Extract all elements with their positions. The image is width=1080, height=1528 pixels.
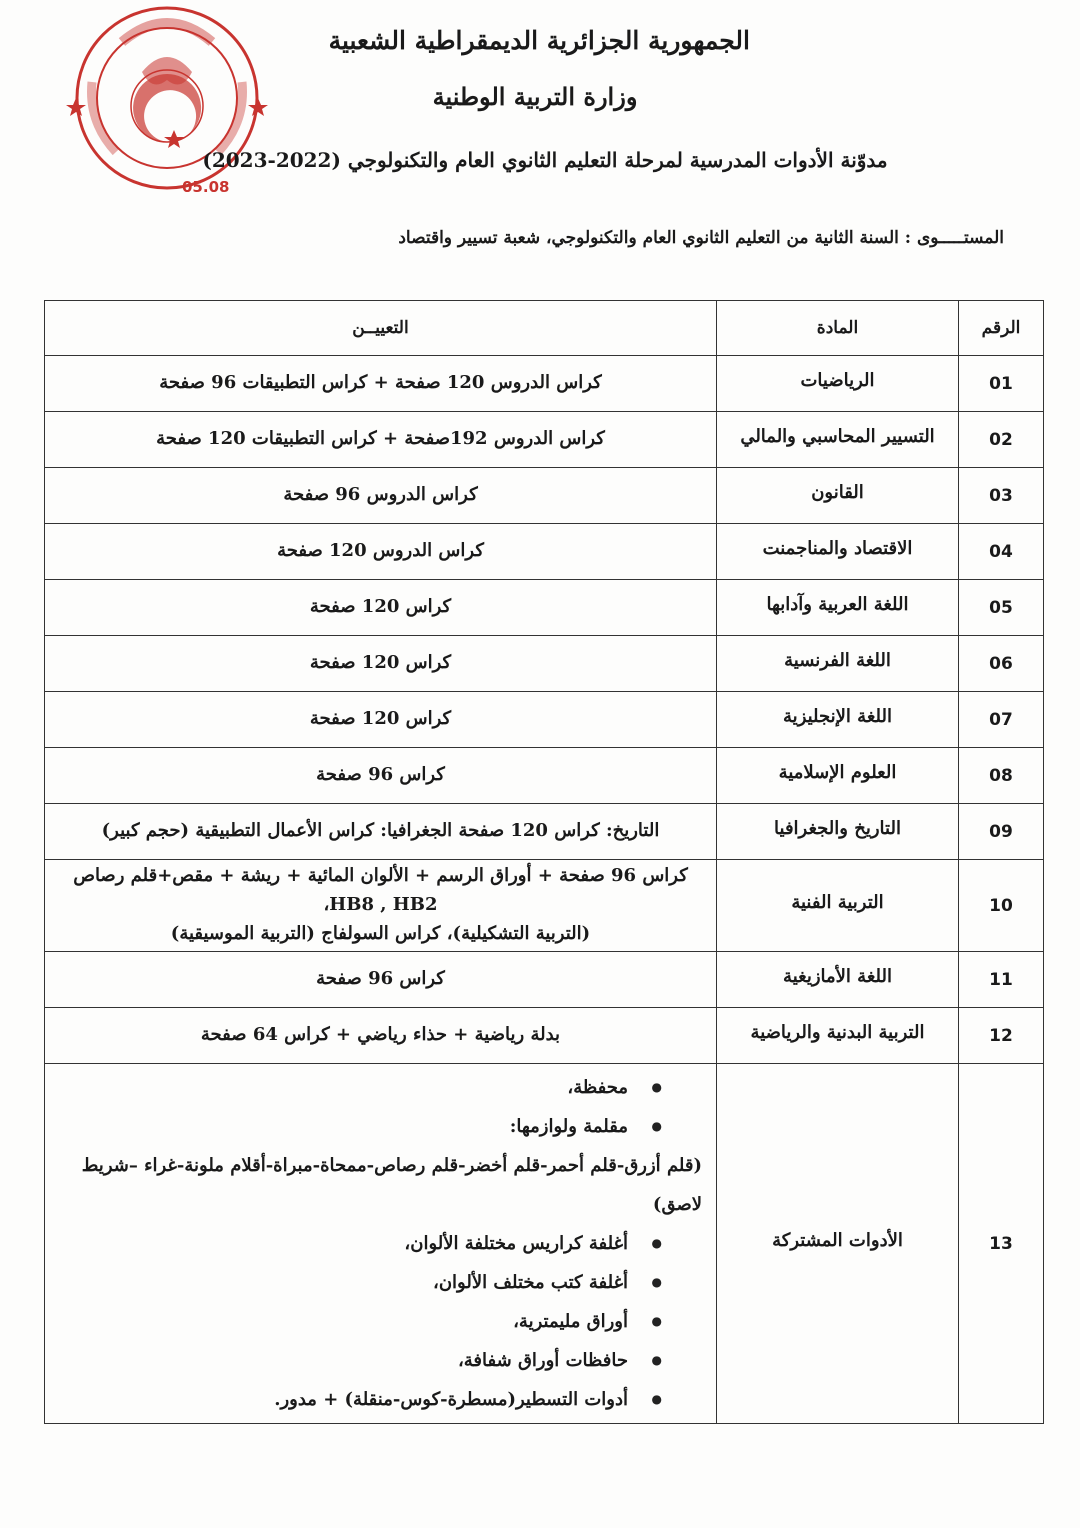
- row-designation: كراس الدروس 192صفحة + كراس التطبيقات 120 صفحة: [45, 412, 717, 468]
- row-designation: كراس 120 صفحة: [45, 692, 717, 748]
- row-num: 04: [959, 524, 1044, 580]
- row-designation-line2: (التربية التشكيلية)، كراس السولفاج (التربية الموسيقية): [170, 922, 591, 944]
- header-num: الرقم: [959, 301, 1044, 356]
- table-row-common-tools: [45, 1064, 1044, 1424]
- row-subject: التربية الفنية: [717, 860, 959, 952]
- row-subject: الرياضيات: [717, 356, 959, 412]
- list-item: ● أدوات التسطير(مسطرة-كوس-منقلة) + مدور.: [55, 1380, 706, 1419]
- row-num: 11: [959, 952, 1044, 1008]
- row-subject: اللغة الفرنسية: [717, 636, 959, 692]
- row-designation: كراس 120 صفحة: [45, 636, 717, 692]
- ministry-heading: وزارة التربية الوطنية: [432, 82, 638, 111]
- table-row: [45, 692, 1044, 748]
- row-subject: الأدوات المشتركة: [717, 1064, 959, 1424]
- common-tools-list: [55, 1068, 706, 1419]
- row-num: 02: [959, 412, 1044, 468]
- row-designation: كراس 96 صفحة: [45, 952, 717, 1008]
- supplies-table-wrapper: [44, 300, 1044, 1424]
- table-row: [45, 804, 1044, 860]
- table-row: [45, 952, 1044, 1008]
- row-subject: الاقتصاد والمناجمنت: [717, 524, 959, 580]
- row-designation: كراس الدروس 120 صفحة: [45, 524, 717, 580]
- row-designation: كراس الدروس 96 صفحة: [45, 468, 717, 524]
- row-designation: كراس الدروس 120 صفحة + كراس التطبيقات 96 صفحة: [45, 356, 717, 412]
- row-designation: بدلة رياضية + حذاء رياضي + كراس 64 صفحة: [45, 1008, 717, 1064]
- row-num: 07: [959, 692, 1044, 748]
- list-item: ● أغلفة كتب مختلف الألوان،: [55, 1263, 706, 1302]
- table-row: [45, 1008, 1044, 1064]
- list-item: ● حافظات أوراق شفافة،: [55, 1341, 706, 1380]
- row-num: 08: [959, 748, 1044, 804]
- header-subject: المادة: [717, 301, 959, 356]
- row-designation: التاريخ: كراس 120 صفحة الجغرافيا: كراس الأعمال التطبيقية (حجم كبير): [45, 804, 717, 860]
- header-designation: التعييــن: [45, 301, 717, 356]
- row-num: 12: [959, 1008, 1044, 1064]
- table-row: [45, 860, 1044, 952]
- supplies-table: [44, 300, 1044, 1424]
- row-designation: كراس 96 صفحة: [45, 748, 717, 804]
- level-line: المستـــــوى : السنة الثانية من التعليم الثانوي العام والتكنولوجي، شعبة تسيير واقتصاد: [398, 228, 1004, 248]
- table-row: [45, 636, 1044, 692]
- row-subject: التاريخ والجغرافيا: [717, 804, 959, 860]
- table-header-row: [45, 301, 1044, 356]
- list-item: ● محفظة،: [55, 1068, 706, 1107]
- row-num: 06: [959, 636, 1044, 692]
- common-tools-cell: [45, 1064, 717, 1424]
- row-designation: [45, 860, 717, 952]
- document-title: مدوّنة الأدوات المدرسية لمرحلة التعليم الثانوي العام والتكنولوجي (2022-2023): [202, 148, 888, 172]
- row-subject: اللغة العربية وآدابها: [717, 580, 959, 636]
- list-item-note: (قلم أزرق-قلم أحمر-قلم أخضر-قلم رصاص-ممحاة-مبراة-أقلام ملونة-غراء –شريط لاصق): [81, 1155, 702, 1215]
- row-num: 13: [959, 1064, 1044, 1424]
- list-item: ● مقلمة ولوازمها:: [55, 1107, 706, 1146]
- row-subject: العلوم الإسلامية: [717, 748, 959, 804]
- republic-heading: الجمهورية الجزائرية الديمقراطية الشعبية: [328, 26, 750, 55]
- table-row: [45, 524, 1044, 580]
- list-item: ● أغلفة كراريس مختلفة الألوان،: [55, 1224, 706, 1263]
- svg-text:05.08: 05.08: [182, 178, 230, 196]
- row-designation-line1: كراس 96 صفحة + أوراق الرسم + الألوان المائية + ريشة + مقص+قلم رصاص HB8 , HB2،: [73, 865, 688, 916]
- row-num: 10: [959, 860, 1044, 952]
- table-row: [45, 412, 1044, 468]
- row-subject: القانون: [717, 468, 959, 524]
- row-num: 05: [959, 580, 1044, 636]
- row-subject: اللغة الأمازيغية: [717, 952, 959, 1008]
- row-designation: كراس 120 صفحة: [45, 580, 717, 636]
- table-row: [45, 468, 1044, 524]
- row-subject: التربية البدنية والرياضية: [717, 1008, 959, 1064]
- row-num: 01: [959, 356, 1044, 412]
- row-num: 09: [959, 804, 1044, 860]
- table-row: [45, 356, 1044, 412]
- table-row: [45, 748, 1044, 804]
- row-num: 03: [959, 468, 1044, 524]
- table-row: [45, 580, 1044, 636]
- list-item: ● أوراق مليمترية،: [55, 1302, 706, 1341]
- row-subject: التسيير المحاسبي والمالي: [717, 412, 959, 468]
- row-subject: اللغة الإنجليزية: [717, 692, 959, 748]
